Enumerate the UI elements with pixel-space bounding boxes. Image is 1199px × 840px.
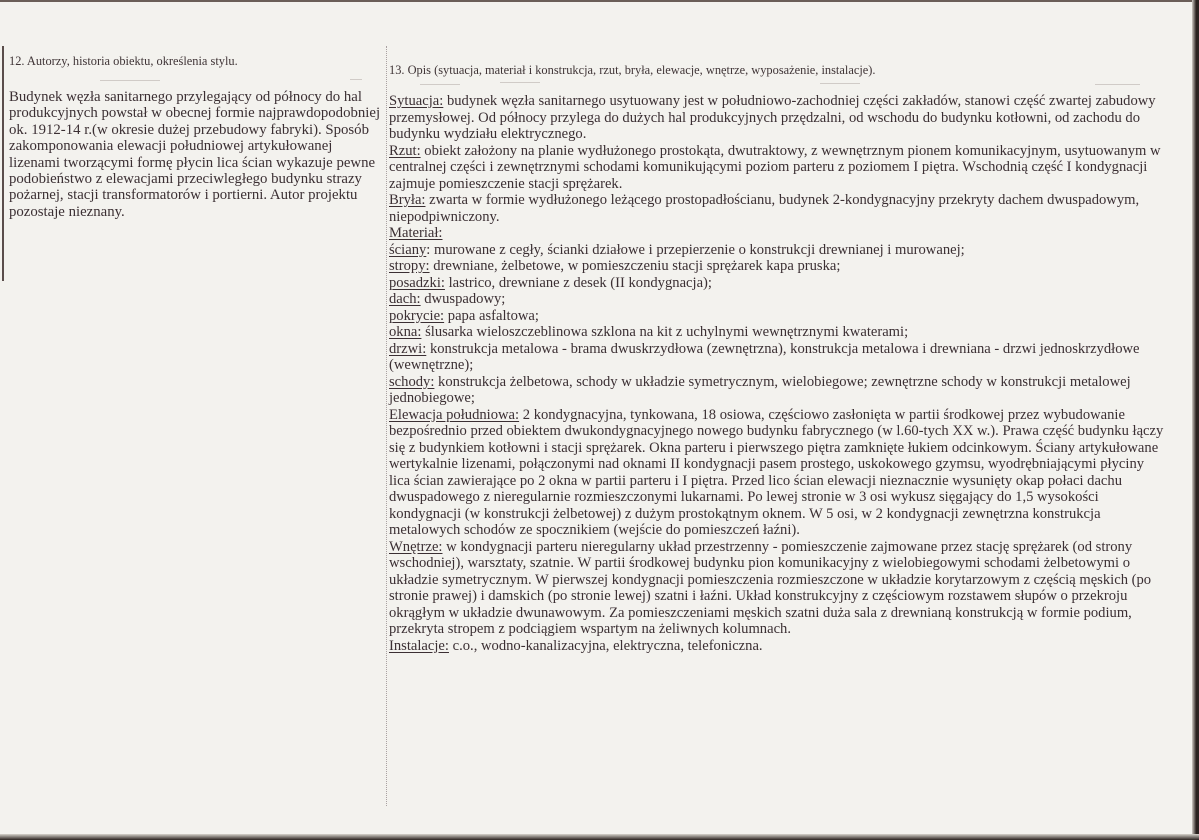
entry-label: pokrycie: <box>389 307 445 324</box>
entry-pokrycie <box>389 308 1164 325</box>
entry-text: zwarta w formie wydłużonego leżącego prostopadłościanu, budynek 2-kondygnacyjny przekryty dachem dwuspadowym, niepodpiwniczony. <box>389 192 1140 225</box>
section-12-body: Budynek węzła sanitarnego przylegający od północy do hal produkcyjnych powstał w obecnej formie najprawdopodobniej ok. 1912-14 r.(w okresie dużej przebudowy fabryki). Sposób zakomponowania elewacji południowej artykułowanej lizenami tworzącymi formę płycin lica ścian wykazuje pewne podobieństwo z elewacjami przeciwległego budynku strazy pożarnej, stacji transformatorów i portierni. Autor projektu pozostaje nieznany. <box>9 89 381 220</box>
entry-schody <box>389 374 1164 407</box>
entry-label: Sytuacja: <box>389 93 444 109</box>
entry-label: dach: <box>389 291 421 307</box>
entry-sytuacja <box>389 93 1164 143</box>
entry-okna <box>389 324 1164 341</box>
entry-text: w kondygnacji parteru nieregularny układ przestrzenny - pomieszczenie zajmowane przez stację sprężarek (od strony wschodniej), warsztaty, szatnie. W partii środkowej budynku pion komunikacyjny z wielobiegowymi schodami żelbetowymi o układzie symetrycznym. W pierwszej kondygnacji pomieszczenia rozmieszczone w układzie korytarzowym z częścią męskich (po stronie prawej) i damskich (po stronie lewej) szatni i łaźni. Układ konstrukcyjny z częściowym rozstawem słupów o przekroju okrągłym w układzie dwunawowym. Za pomieszczeniami męskich szatni duża sala z drewnianą konstrukcją w formie podium, przekryta stropem z podciągiem wspartym na żeliwnych kolumnach. <box>389 538 1152 637</box>
entry-material <box>389 225 1164 242</box>
entry-text: c.o., wodno-kanalizacyjna, elektryczna, telefoniczna. <box>448 637 763 654</box>
entry-sciany <box>389 242 1164 259</box>
entry-text: ślusarka wieloszczeblinowa szklona na kit z uchylnymi wewnętrznymi kwaterami; <box>421 324 909 340</box>
entry-label: Bryła: <box>389 192 426 208</box>
entry-text: budynek węzła sanitarnego usytuowany jest w południowo-zachodniej części zakładów, stanowi część zwartej zabudowy przemysłowej. Od północy przylega do dużych hal produkcyjnych przędzalni, od wschodu do budynku kotłowni, od zachodu do budynku wydziału elektrycznego. <box>389 93 1156 142</box>
entry-label: ściany <box>389 241 427 258</box>
section-12-authors-history <box>9 54 381 220</box>
left-margin-line <box>2 46 4 281</box>
entry-rzut <box>389 143 1164 193</box>
entry-label: Materiał: <box>389 225 443 241</box>
entry-text: drewniane, żelbetowe, w pomieszczeniu stacji sprężarek kapa pruska; <box>429 258 841 274</box>
entry-label: Elewacja południowa: <box>389 406 520 423</box>
entry-label: okna: <box>389 324 422 340</box>
entry-text: papa asfaltowa; <box>444 307 539 324</box>
description-entries <box>389 93 1164 654</box>
entry-bryla <box>389 192 1164 225</box>
section-12-header: 12. Autorzy, historia obiektu, określenia stylu. <box>9 54 238 68</box>
entry-drzwi <box>389 341 1164 374</box>
entry-stropy <box>389 258 1164 275</box>
entry-label: Instalacje: <box>389 637 449 654</box>
entry-label: drzwi: <box>389 340 427 357</box>
entry-dach <box>389 291 1164 308</box>
entry-posadzki <box>389 275 1164 292</box>
entry-label: posadzki: <box>389 274 445 291</box>
entry-instalacje <box>389 638 1164 655</box>
entry-label: Wnętrze: <box>389 538 443 555</box>
scan-edge-bottom <box>0 834 1199 840</box>
entry-wnetrze <box>389 539 1164 638</box>
entry-text: dwuspadowy; <box>420 291 506 307</box>
section-13-header: 13. Opis (sytuacja, materiał i konstrukcja, rzut, bryła, elewacje, wnętrze, wyposażenie, instalacje). <box>389 63 876 77</box>
entry-label: Rzut: <box>389 142 421 159</box>
scan-edge-right <box>1192 0 1199 840</box>
entry-text: lastrico, drewniane z desek (II kondygnacja); <box>444 274 712 291</box>
entry-elewacja-poludniowa <box>389 407 1164 539</box>
entry-label: stropy: <box>389 258 430 274</box>
entry-text: : murowane z cegły, ścianki działowe i przepierzenie o konstrukcji drewnianej i murowanej; <box>426 241 965 258</box>
entry-label: schody: <box>389 373 435 390</box>
entry-text: obiekt założony na planie wydłużonego prostokąta, dwutraktowy, z wewnętrznym pionem komunikacyjnym, usytuowanym w centralnej części i zewnętrznymi schodami komunikującymi poziom parteru z poziomem I piętra. Wschodnią część I kondygnacji zajmuje pomieszczenie stacji sprężarek. <box>389 142 1161 192</box>
column-divider <box>386 46 387 806</box>
entry-text: konstrukcja metalowa - brama dwuskrzydłowa (zewnętrzna), konstrukcja metalowa i drewniana - drzwi jednoskrzydłowe (wewnętrzne); <box>389 340 1140 373</box>
entry-text: 2 kondygnacyjna, tynkowana, 18 osiowa, częściowo zasłonięta w partii środkowej przez wybudowanie bezpośrednio przed obiektem dwukondygnacyjnego nowego budynku fabrycznego (w l.60-tych XX w.). Prawa część budynku łączy się z budynkiem kotłowni i stacji sprężarek. Okna parteru i pierwszego piętra zamknięte łukiem odcinkowym. Ściany artykułowane wertykalnie lizenami, połączonymi nad oknami II kondygnacji pasem prostego, uskokowego gzymsu, wyodrębniającymi płyciny lica ścian zawierające po 2 okna w partii parteru i I piętra. Przed lico ścian elewacji nieznacznie wysunięty okap połaci dachu dwuspadowego z nieregularnie rozmieszczonymi lukarnami. Po lewej stronie w 3 osi wykusz sięgający do 1,5 wysokości kondygnacji (w konstrukcji żelbetowej) z dużym prostokątnym oknem. W 5 osi, w 2 kondygnacji zewnętrzna konstrukcja metalowych schodów ze spocznikiem (wejście do pomieszczeń łaźni). <box>389 406 1164 538</box>
entry-text: konstrukcja żelbetowa, schody w układzie symetrycznym, wielobiegowe; zewnętrzne schody w konstrukcji metalowej jednobiegowe; <box>389 373 1131 406</box>
section-13-description <box>389 63 1164 654</box>
